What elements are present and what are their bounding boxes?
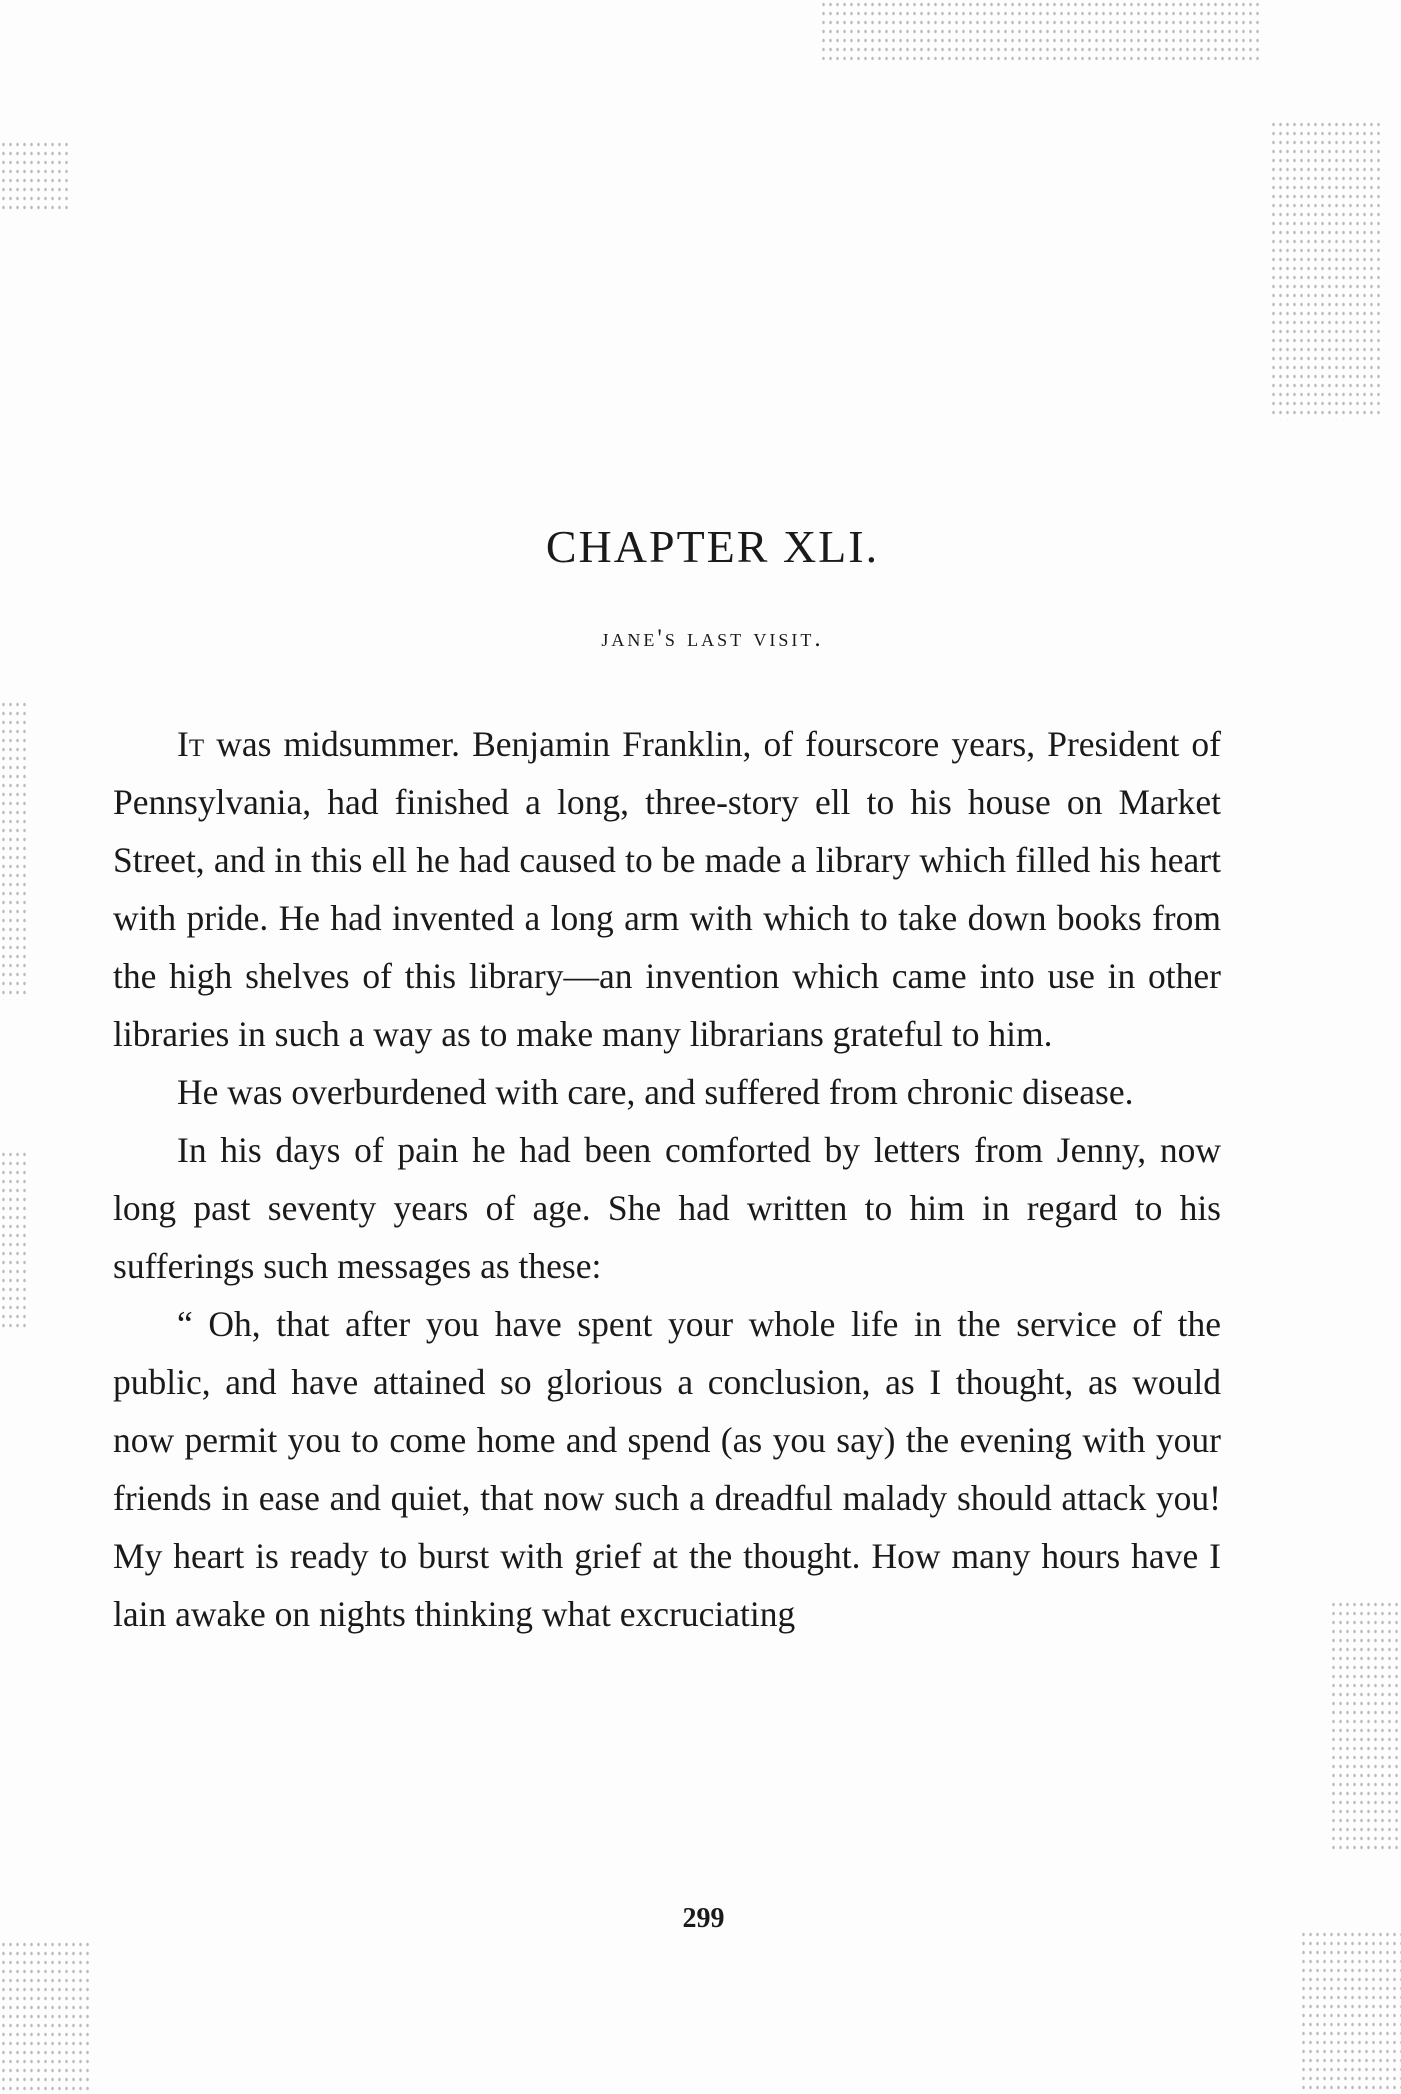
paragraph-1-text: was midsummer. Benjamin Franklin, of fourscore years, President of Pennsylvania, had finished a long, three-story ell to his house on Market Street, and in this ell he had caused to be made a library which filled his heart with pride. He had invented a long arm with which to take down books from the high shelves of this library—an invention which came into use in other libraries in such a way as to make many librarians grateful to him. xyxy=(113,724,1221,1054)
paragraph-4: “ Oh, that after you have spent your whole life in the service of the public, and have attained so glorious a conclusion, as I thought, as would now permit you to come home and spend (as you say) the evening with your friends in ease and quiet, that now such a dreadful malady should attack you! My heart is ready to burst with grief at the thought. How many hours have I lain awake on nights thinking what excruciating xyxy=(113,1304,1221,1634)
paragraph-2: He was overburdened with care, and suffered from chronic disease. xyxy=(177,1072,1134,1112)
scan-speckle-top-right xyxy=(820,0,1260,60)
chapter-subtitle: jane's last visit. xyxy=(601,625,824,652)
scan-speckle-bottom-left xyxy=(0,1940,90,2094)
scan-speckle-left-lower xyxy=(0,1150,30,1330)
scan-speckle-left-middle xyxy=(0,700,28,1000)
paragraph-1 xyxy=(113,715,1221,1063)
body-text xyxy=(113,715,1221,1643)
scan-speckle-left-top xyxy=(0,140,70,210)
paragraph-1-lead: It xyxy=(177,724,205,764)
scan-speckle-bottom-right xyxy=(1300,1930,1401,2094)
scan-speckle-right-edge xyxy=(1270,120,1380,420)
chapter-title: CHAPTER XLI. xyxy=(545,521,880,572)
scan-speckle-right-lower xyxy=(1330,1600,1401,1850)
page-number: 299 xyxy=(682,1903,725,1934)
paragraph-3: In his days of pain he had been comforted by letters from Jenny, now long past seventy years of age. She had written to him in regard to his sufferings such messages as these: xyxy=(113,1130,1221,1286)
